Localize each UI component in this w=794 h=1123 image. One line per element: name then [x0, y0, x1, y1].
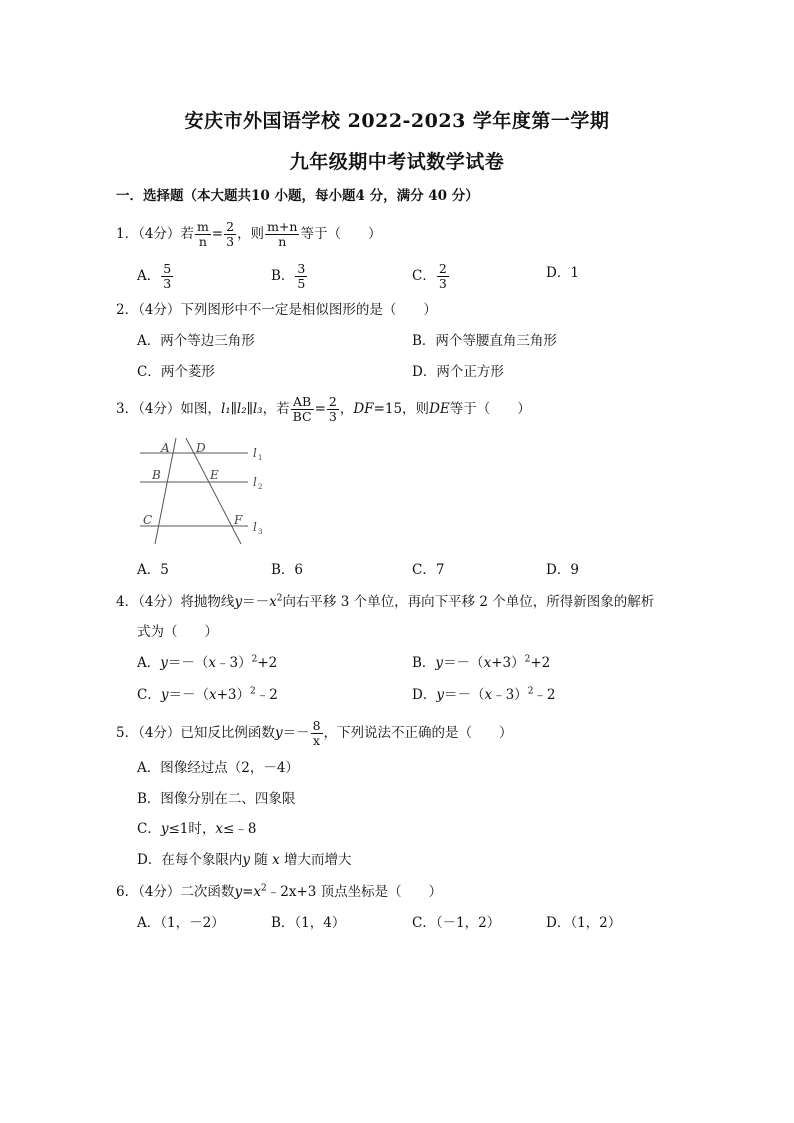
label-F: F — [234, 513, 243, 527]
q1-option-a[interactable]: A． $\frac{5}{3}$ — [137, 261, 172, 291]
label-l2-sub: 2 — [258, 483, 263, 491]
label-D: D — [196, 441, 206, 455]
question-1-stem: 1．（4分）若 $\frac{m}{n}$ = $\frac{2}{3}$ ，则 $\frac{m+n}{n}$ 等于（ ） — [116, 219, 382, 249]
label-l3: l — [253, 520, 257, 534]
q4-option-a[interactable]: A．y＝－（x﹣3）$^2$+2 — [137, 654, 278, 671]
question-6-stem: 6．（4分）二次函数$y=x^2﹣2x+3$ 顶点坐标是（ ） — [116, 883, 443, 900]
q1-option-c[interactable]: C． $\frac{2}{3}$ — [412, 261, 447, 291]
q2-option-d[interactable]: D．两个正方形 — [412, 364, 504, 380]
label-A: A — [161, 441, 170, 455]
exam-title-line1: 安庆市外国语学校 2022-2023 学年度第一学期 — [184, 110, 610, 132]
q4-option-d[interactable]: D．y＝－（x﹣3）$^2$﹣2 — [412, 686, 556, 703]
q5-option-b[interactable]: B．图像分别在二、四象限 — [137, 791, 296, 807]
label-B: B — [152, 468, 161, 482]
q5-option-a[interactable]: A．图像经过点（2，－4） — [137, 760, 299, 776]
q6-option-d[interactable]: D．（1，2） — [546, 915, 622, 931]
label-l2: l — [253, 475, 257, 489]
q6-option-a[interactable]: A．（1，－2） — [137, 915, 225, 931]
label-l3-sub: 3 — [258, 528, 263, 536]
q6-option-c[interactable]: C．（－1，2） — [412, 915, 501, 931]
q4-option-b[interactable]: B．$y=-(x+3)^2+2$ — [412, 654, 551, 671]
question-3-stem: 3．（4分）如图，l₁∥l₂∥l₃，若 $\frac{AB}{BC}$ = $\frac{2}{3}$ ，DF=15，则DE等于（ ） — [116, 394, 531, 424]
question-2-stem: 2．（4分）下列图形中不一定是相似图形的是（ ） — [116, 302, 437, 318]
q1-prefix: 1．（4分）若 — [116, 226, 194, 242]
q1-fraction-m-n: $\frac{m}{n}$ — [196, 219, 209, 249]
q2-option-b[interactable]: B．两个等腰直角三角形 — [412, 333, 557, 349]
label-l1: l — [253, 446, 257, 460]
question-5-stem: 5．（4分）已知反比例函数y＝－ $\frac{8}{x}$ ，下列说法不正确的是（ ） — [116, 718, 513, 748]
section-heading: 一．选择题（本大题共10 小题，每小题4 分，满分 40 分） — [116, 188, 479, 204]
q3-option-b[interactable]: B．6 — [271, 562, 304, 578]
label-E: E — [210, 468, 219, 482]
label-l1-sub: 1 — [258, 454, 263, 462]
question-4-stem-line2: 式为（ ） — [137, 624, 218, 640]
q1-fraction-mn-n: $\frac{m+n}{n}$ — [267, 219, 298, 249]
q1-option-b[interactable]: B． $\frac{3}{5}$ — [271, 261, 306, 291]
q3-fraction-2-3: $\frac{2}{3}$ — [328, 394, 337, 424]
q2-option-a[interactable]: A．两个等边三角形 — [137, 333, 255, 349]
q1-fraction-2-3: $\frac{2}{3}$ — [226, 219, 235, 249]
parallel-lines-figure — [138, 436, 270, 548]
transversal-def — [186, 438, 241, 544]
q3-option-c[interactable]: C．7 — [412, 562, 445, 578]
q5-option-c[interactable]: C．y≤1时，x≤﹣8 — [137, 821, 257, 837]
question-4-stem: 4．（4分）将抛物线$y=-x^2$向右平移 3 个单位，再向下平移 2 个单位，所得新图象的解析 — [116, 593, 655, 610]
q2-option-c[interactable]: C．两个菱形 — [137, 364, 215, 380]
q3-option-a[interactable]: A．5 — [137, 562, 169, 578]
q3-parallel-lines: l₁∥l₂∥l₃ — [220, 401, 263, 417]
q5-fraction-8-x: $\frac{8}{x}$ — [312, 718, 321, 748]
label-C: C — [143, 513, 153, 527]
q1-option-d[interactable]: D．1 — [546, 265, 579, 281]
q3-fraction-ab-bc: $\frac{AB}{BC}$ — [292, 394, 312, 424]
q6-option-b[interactable]: B．（1，4） — [271, 915, 346, 931]
q4-option-c[interactable]: C．$y=-(x+3)^2﹣2$ — [137, 686, 278, 703]
q3-option-d[interactable]: D．9 — [546, 562, 579, 578]
exam-title-line2: 九年级期中考试数学试卷 — [289, 151, 505, 173]
q5-option-d[interactable]: D．在每个象限内y 随 x 增大而增大 — [137, 852, 352, 868]
